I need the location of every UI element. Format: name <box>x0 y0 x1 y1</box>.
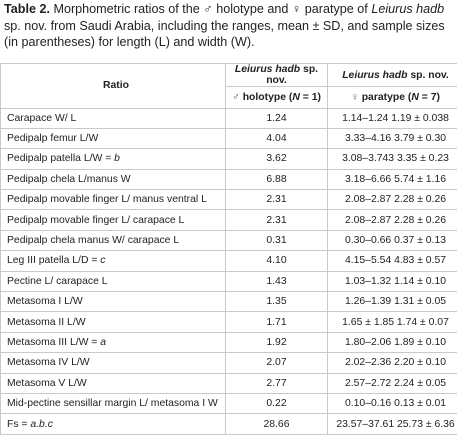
table-row <box>1 190 457 210</box>
ratio-cell <box>1 169 226 189</box>
table-row <box>1 149 457 169</box>
species-suffix: sp. nov. <box>266 64 318 86</box>
ratio-label: Pedipalp patella L/W = <box>7 153 114 164</box>
n-value: = 1) <box>300 92 321 103</box>
table-caption <box>4 1 454 51</box>
ratio-cell <box>1 292 226 312</box>
male-symbol: ♂ <box>232 92 240 103</box>
holotype-cell: 2.77 <box>226 373 328 393</box>
caption-text: paratype of <box>301 2 371 16</box>
holotype-cell: 1.92 <box>226 332 328 352</box>
caption-species: Leiurus hadb <box>371 2 444 16</box>
table-label: Table 2. <box>4 2 50 16</box>
table-row <box>1 128 457 148</box>
female-symbol: ♀ <box>292 2 301 16</box>
paratype-cell: 4.15–5.54 4.83 ± 0.57 <box>328 251 457 271</box>
ratio-cell <box>1 332 226 352</box>
ratio-cell <box>1 230 226 250</box>
ratio-label: Pedipalp movable finger L/ carapace L <box>7 215 184 226</box>
ratio-cell <box>1 393 226 413</box>
table-row <box>1 251 457 271</box>
paratype-cell: 1.26–1.39 1.31 ± 0.05 <box>328 292 457 312</box>
holotype-cell: 4.04 <box>226 128 328 148</box>
caption-text: sp. nov. from Saudi Arabia, including the ranges, mean ± SD, and sample sizes (in parentheses) for length (L) and width (W). <box>4 19 445 50</box>
species-suffix: sp. nov. <box>407 70 448 81</box>
ratio-cell <box>1 128 226 148</box>
paratype-cell: 3.18–6.66 5.74 ± 1.16 <box>328 169 457 189</box>
species-name: Leiurus hadb <box>235 64 300 75</box>
paratype-cell: 0.10–0.16 0.13 ± 0.01 <box>328 393 457 413</box>
ratio-label: Carapace W/ L <box>7 113 76 124</box>
ratio-label: Pectine L/ carapace L <box>7 276 108 287</box>
table-row <box>1 230 457 250</box>
ratio-label: Pedipalp femur L/W <box>7 133 98 144</box>
holotype-cell: 1.35 <box>226 292 328 312</box>
caption-text: Morphometric ratios of the <box>50 2 203 16</box>
ratio-cell <box>1 312 226 332</box>
holotype-cell: 28.66 <box>226 414 328 434</box>
paratype-cell: 3.08–3.743 3.35 ± 0.23 <box>328 149 457 169</box>
paratype-cell: 1.14–1.24 1.19 ± 0.038 <box>328 108 457 128</box>
table-row <box>1 353 457 373</box>
table-row <box>1 414 457 434</box>
paratype-cell: 1.03–1.32 1.14 ± 0.10 <box>328 271 457 291</box>
n-variable: N <box>411 92 419 103</box>
paratype-cell: 23.57–37.61 25.73 ± 6.36 <box>328 414 457 434</box>
holotype-column-header <box>226 87 328 109</box>
paratype-cell: 2.57–2.72 2.24 ± 0.05 <box>328 373 457 393</box>
table-row <box>1 292 457 312</box>
holotype-cell: 6.88 <box>226 169 328 189</box>
table-row <box>1 393 457 413</box>
table-row <box>1 332 457 352</box>
holotype-cell: 4.10 <box>226 251 328 271</box>
ratio-cell <box>1 190 226 210</box>
table-row <box>1 373 457 393</box>
ratio-cell <box>1 414 226 434</box>
ratio-label: Metasoma II L/W <box>7 317 86 328</box>
holotype-cell: 2.31 <box>226 210 328 230</box>
ratio-variable: b <box>114 153 120 164</box>
n-variable: N <box>292 92 300 103</box>
table-body <box>1 108 457 434</box>
morphometric-table <box>0 63 457 435</box>
table-row <box>1 312 457 332</box>
paratype-cell: 2.08–2.87 2.28 ± 0.26 <box>328 190 457 210</box>
paratype-column-header <box>328 87 457 109</box>
ratio-label: Pedipalp movable finger L/ manus ventral L <box>7 194 207 205</box>
ratio-label: Metasoma IV L/W <box>7 357 90 368</box>
paratype-cell: 2.02–2.36 2.20 ± 0.10 <box>328 353 457 373</box>
holotype-cell: 3.62 <box>226 149 328 169</box>
ratio-label: Pedipalp chela manus W/ carapace L <box>7 235 179 246</box>
holotype-cell: 1.43 <box>226 271 328 291</box>
holotype-cell: 1.71 <box>226 312 328 332</box>
paratype-cell: 2.08–2.87 2.28 ± 0.26 <box>328 210 457 230</box>
species-header-paratype <box>328 64 457 87</box>
table-row <box>1 271 457 291</box>
ratio-variable: a <box>100 337 106 348</box>
ratio-cell <box>1 108 226 128</box>
ratio-label: Pedipalp chela L/manus W <box>7 174 131 185</box>
ratio-label: Leg III patella L/D = <box>7 255 100 266</box>
table-row <box>1 169 457 189</box>
paratype-label: paratype ( <box>359 92 412 103</box>
holotype-cell: 1.24 <box>226 108 328 128</box>
table-row <box>1 210 457 230</box>
ratio-cell <box>1 251 226 271</box>
paratype-cell: 1.65 ± 1.85 1.74 ± 0.07 <box>328 312 457 332</box>
holotype-cell: 2.07 <box>226 353 328 373</box>
caption-text: holotype and <box>213 2 292 16</box>
paratype-cell: 3.33–4.16 3.79 ± 0.30 <box>328 128 457 148</box>
ratio-cell <box>1 353 226 373</box>
species-header-holotype <box>226 64 328 87</box>
ratio-variable: a.b.c <box>30 419 53 430</box>
table-row <box>1 108 457 128</box>
holotype-cell: 0.22 <box>226 393 328 413</box>
ratio-label: Metasoma III L/W = <box>7 337 100 348</box>
ratio-cell <box>1 149 226 169</box>
ratio-cell <box>1 373 226 393</box>
ratio-cell <box>1 210 226 230</box>
ratio-label: Mid-pectine sensillar margin L/ metasoma I W <box>7 398 218 409</box>
male-symbol: ♂ <box>203 2 212 16</box>
ratio-variable: c <box>100 255 105 266</box>
holotype-label: holotype ( <box>240 92 293 103</box>
ratio-cell <box>1 271 226 291</box>
species-name: Leiurus hadb <box>342 70 407 81</box>
holotype-cell: 2.31 <box>226 190 328 210</box>
holotype-cell: 0.31 <box>226 230 328 250</box>
ratio-column-header <box>1 64 226 109</box>
n-value: = 7) <box>419 92 440 103</box>
female-symbol: ♀ <box>351 92 359 103</box>
ratio-label: Metasoma V L/W <box>7 378 87 389</box>
ratio-label: Fs = <box>7 419 30 430</box>
ratio-header-label: Ratio <box>103 80 129 91</box>
paratype-cell: 1.80–2.06 1.89 ± 0.10 <box>328 332 457 352</box>
paratype-cell: 0.30–0.66 0.37 ± 0.13 <box>328 230 457 250</box>
ratio-label: Metasoma I L/W <box>7 296 83 307</box>
